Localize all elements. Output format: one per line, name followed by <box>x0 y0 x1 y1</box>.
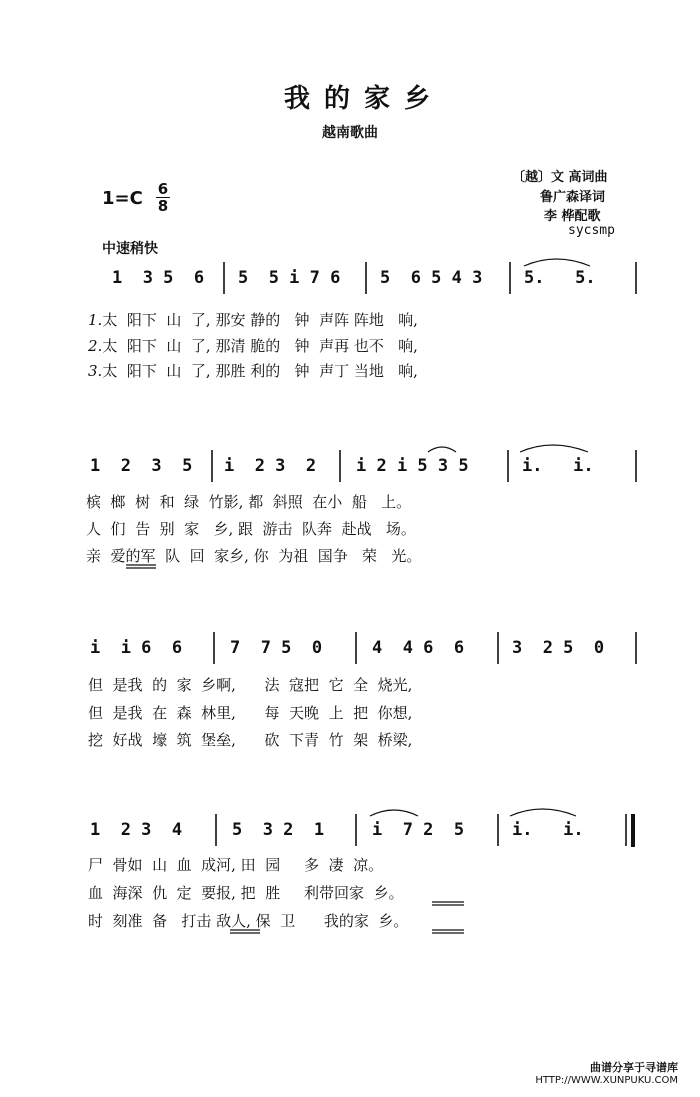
measure-2-2: i 2 3 2 <box>224 456 317 476</box>
lyric-line: 1.太 阳下 山 了, 那安 静的 钟 声阵 阵地 响, <box>88 311 418 329</box>
measure-4-3: i 7 2 5 <box>372 820 465 840</box>
footer-line-2: HTTP://WWW.XUNPUKU.COM <box>535 1075 678 1086</box>
lyric-line: 尸 骨如 山 血 成河, 田 园 多 凄 凉。 <box>88 856 384 874</box>
song-subtitle: 越南歌曲 <box>322 125 378 141</box>
lyric-line: 但 是我 的 家 乡啊, 法 寇把 它 全 烧光, <box>88 676 413 694</box>
measure-3-4: 3 2 5 0 <box>512 638 605 658</box>
time-signature-bottom: 8 <box>157 197 169 215</box>
translator-credit: 鲁广森译词 <box>540 190 606 205</box>
lyric-line: 人 们 告 别 家 乡, 跟 游击 队奔 赴战 场。 <box>86 520 416 538</box>
slur <box>370 810 418 816</box>
slurs <box>370 259 590 816</box>
watermark-footer <box>535 1061 678 1087</box>
song-title: 我的家乡 <box>283 84 444 114</box>
measure-1-3: 5 6 5 4 3 <box>380 268 483 288</box>
measure-1-1: 1 3 5 6 <box>112 268 205 288</box>
tie <box>510 809 576 816</box>
measure-4-2: 5 3 2 1 <box>232 820 325 840</box>
lyric-line: 血 海深 仇 定 要报, 把 胜 利带回家 乡。 <box>88 884 404 902</box>
measure-1-2: 5 5 i 7 6 <box>238 268 341 288</box>
measure-2-4: i. i. <box>522 456 594 476</box>
lyric-line: 但 是我 在 森 林里, 每 天晚 上 把 你想, <box>88 704 413 722</box>
lyric-line: 2.太 阳下 山 了, 那清 脆的 钟 声再 也不 响, <box>88 337 418 355</box>
measure-2-1: 1 2 3 5 <box>90 456 193 476</box>
lyric-line: 时 刻准 备 打击 敌人, 保 卫 我的家 乡。 <box>88 912 409 930</box>
lyric-underlines <box>126 565 464 933</box>
lyric-line: 槟 榔 树 和 绿 竹影, 都 斜照 在小 船 上。 <box>86 493 412 511</box>
measure-1-4: 5. 5. <box>524 268 596 288</box>
measure-3-2: 7 7 5 0 <box>230 638 323 658</box>
measure-4-1: 1 2 3 4 <box>90 820 183 840</box>
composer-credit: 〔越〕文 高词曲 <box>512 170 608 185</box>
uploader-credit: sycsmp <box>568 223 615 238</box>
measure-4-4: i. i. <box>512 820 584 840</box>
final-barline-thick <box>631 814 635 847</box>
footer-line-1: 曲谱分享于寻谱库 <box>590 1061 678 1074</box>
key-signature: 1=C <box>102 188 143 209</box>
measure-2-3: i 2 i 5 3 5 <box>356 456 469 476</box>
tie <box>520 445 588 452</box>
lyric-line: 挖 好战 壕 筑 堡垒, 砍 下青 竹 架 桥梁, <box>88 731 413 749</box>
time-signature-top: 6 <box>157 180 169 198</box>
arranger-credit: 李 桦配歌 <box>544 209 601 224</box>
lyric-line: 亲 爱的军 队 回 家乡, 你 为祖 国争 荣 光。 <box>86 547 422 565</box>
lyric-line: 3.太 阳下 山 了, 那胜 利的 钟 声丁 当地 响, <box>88 362 418 380</box>
tie <box>524 259 590 266</box>
tempo-marking: 中速稍快 <box>102 241 158 257</box>
slur <box>428 447 456 452</box>
measure-3-3: 4 4 6 6 <box>372 638 465 658</box>
barlines <box>212 262 636 846</box>
measure-3-1: i i 6 6 <box>90 638 183 658</box>
